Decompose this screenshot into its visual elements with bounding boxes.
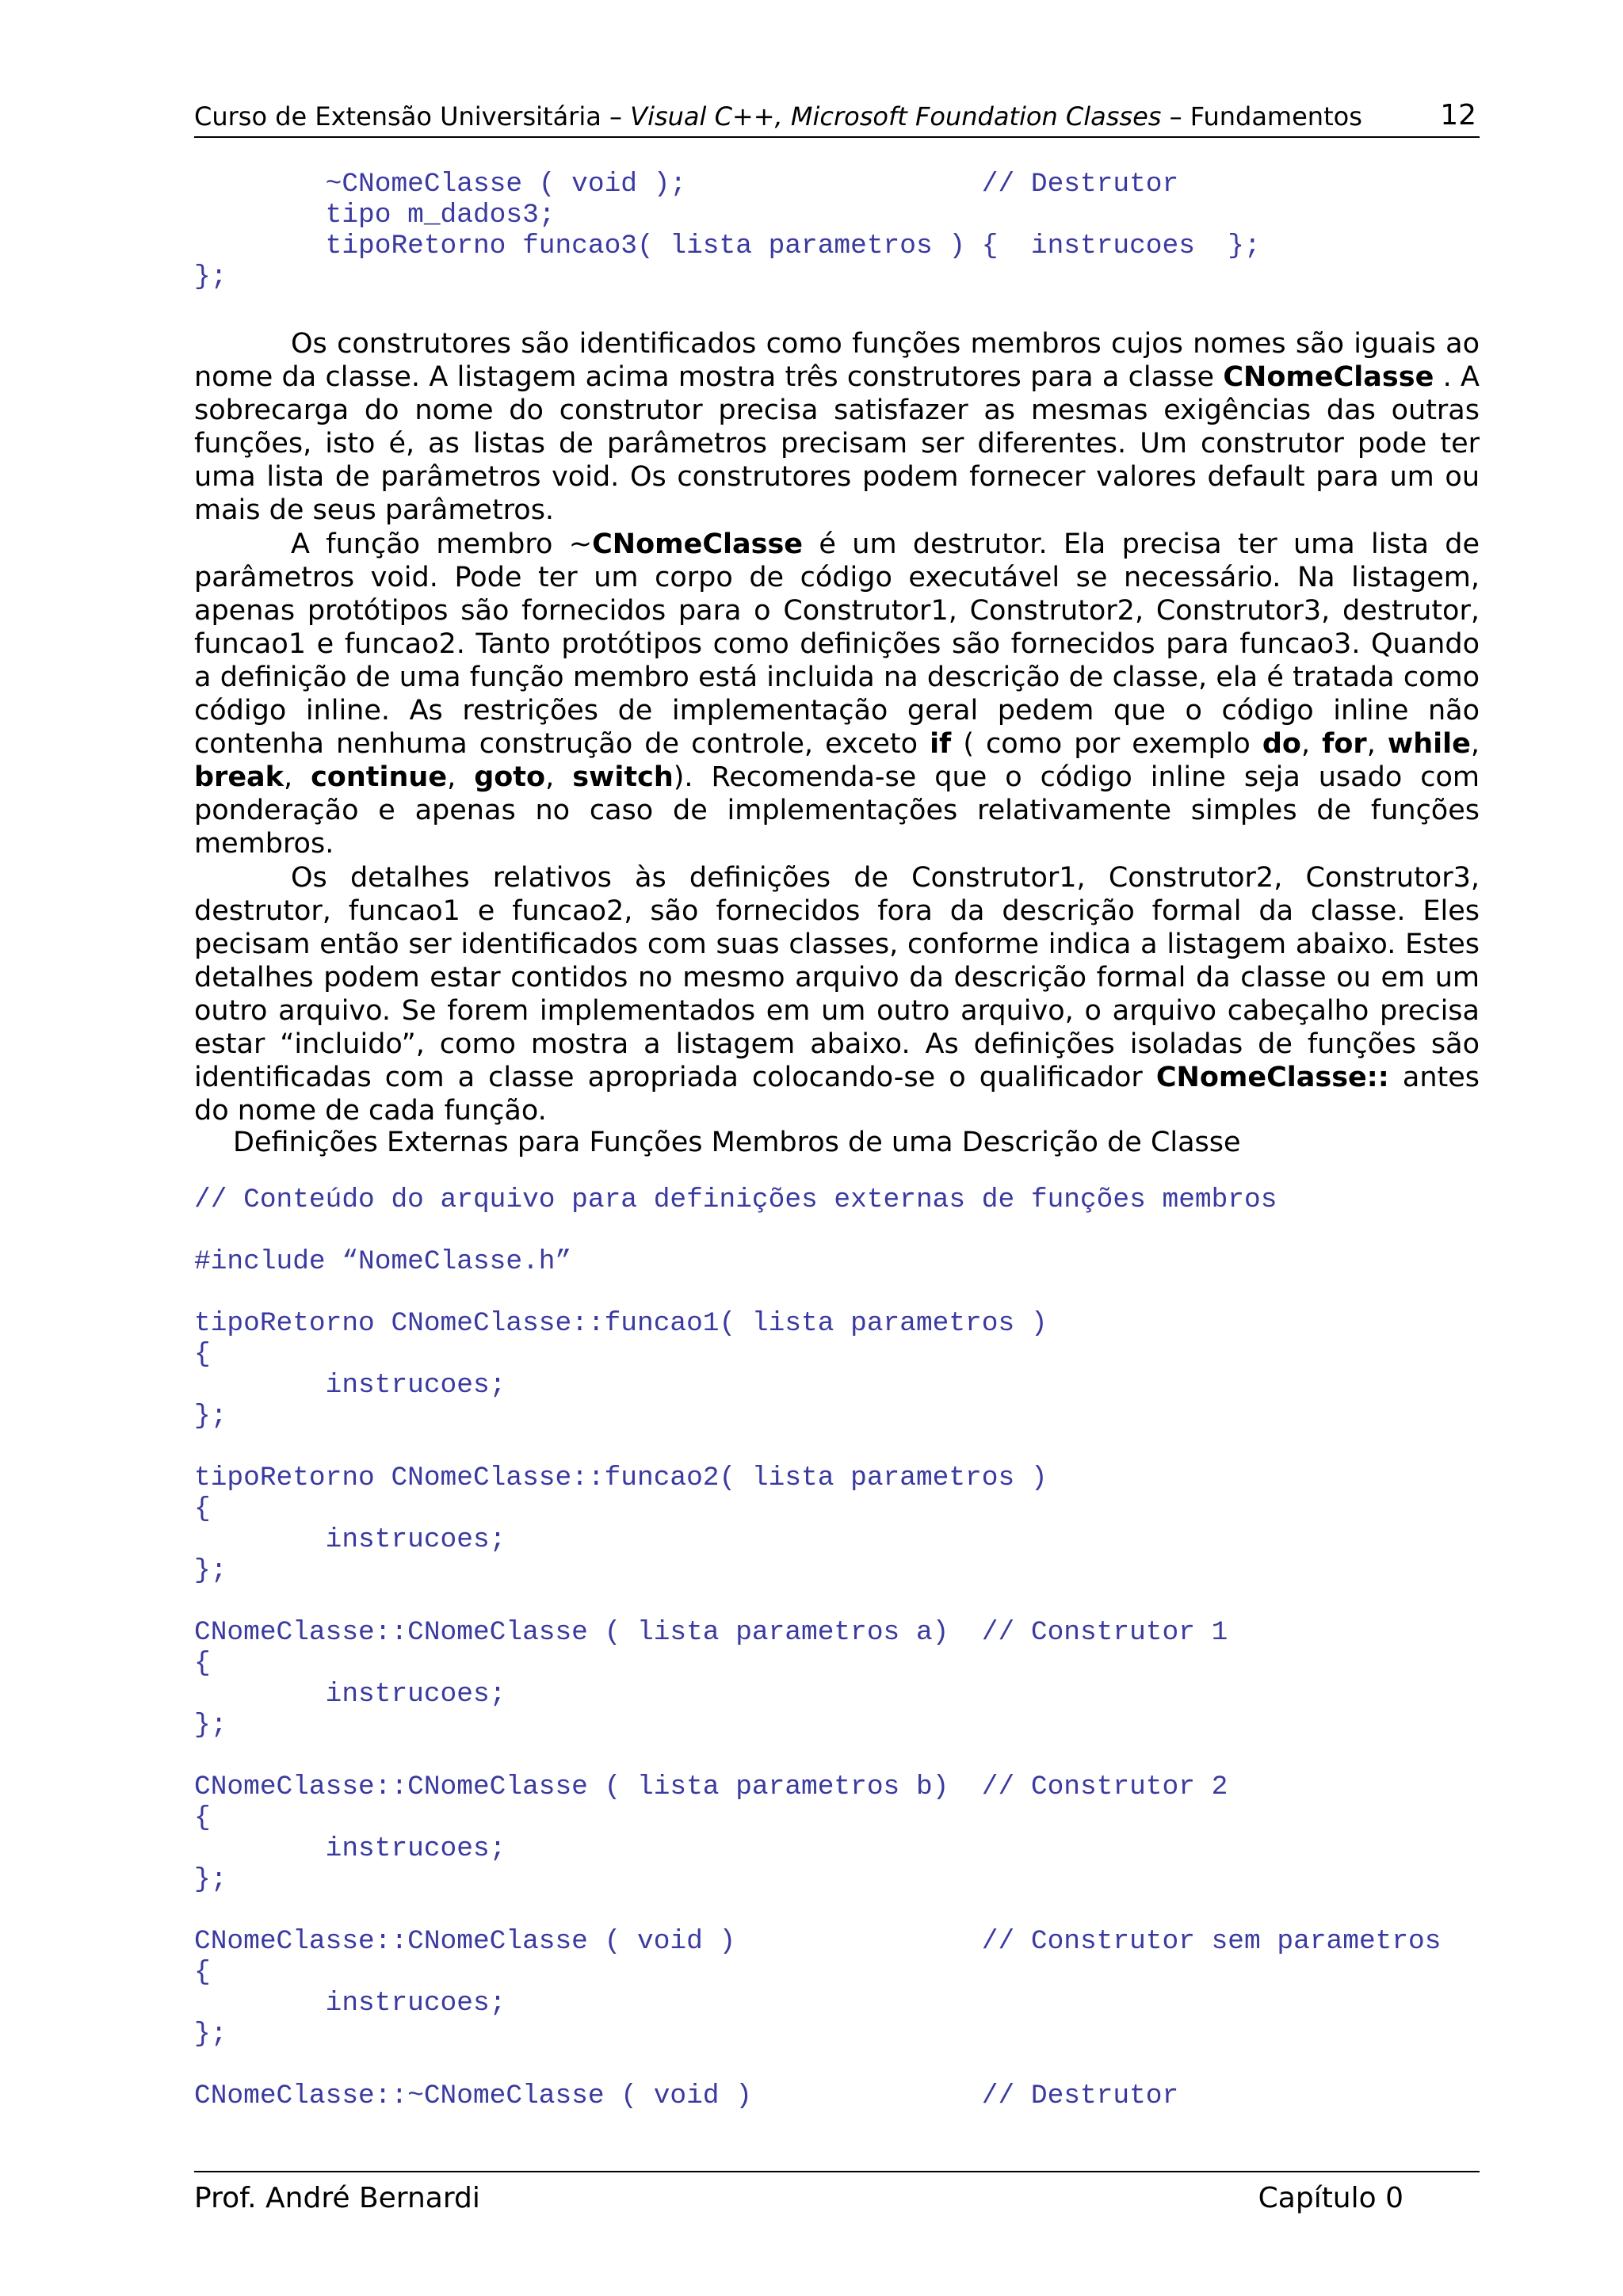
code-listing-external-definitions: // Conteúdo do arquivo para definições externas de funções membros #include “NomeClasse.h” tipoRetorno CNomeClasse::funcao1( lista parametros ) { instrucoes; }; tipoRetorno CNomeClasse::funcao2( lista parametros ) { instrucoes; }; CNomeClasse::CNomeClasse ( lista parametros a) // Construtor 1 { instrucoes; }; CNomeClasse::CNomeClasse ( lista parametros b) // Construtor 2 { instrucoes; }; CNomeClasse::CNomeClasse ( void ) // Construtor sem parametros { instrucoes; }; CNomeClasse::~CNomeClasse ( void ) // Destrutor [194, 1184, 1442, 2111]
bold-term: CNomeClasse [1223, 361, 1434, 394]
text-run: . A sobrecarga do nome do construtor precisa satisfazer as mesmas exigências das outras funções, isto é, as listas de parâmetros precisam ser diferentes. Um construtor pode ter uma lista de parâmetros void. Os construtores podem fornecer valores default para um ou mais de seus parâmetros. [194, 361, 1480, 527]
bold-term: break [194, 761, 284, 794]
text-run: Os construtores são identificados como funções membros cujos nomes são iguais ao nome da classe. A listagem acima mostra três construtores para a classe [194, 328, 1480, 394]
code-listing-class-end: ~CNomeClasse ( void ); // Destrutor tipo m_dados3; tipoRetorno funcao3( lista parametros ) { instrucoes }; }; [194, 169, 1261, 292]
text-run: , [1366, 728, 1388, 761]
paragraph-external-definitions [194, 861, 1480, 1128]
text-run: é um destrutor. Ela precisa ter uma lista de parâmetros void. Pode ter um corpo de código executável se necessário. Na listagem, apenas protótipos são fornecidos para o Construtor1, Construtor2, Construtor3, destrutor, funcao1 e funcao2. Tanto protótipos como definições são fornecidos para funcao3. Quando a definição de uma função membro está incluida na descrição de classe, ela é tratada como código inline. As restrições de implementação geral pedem que o código inline não contenha nenhuma construção de controle, exceto [194, 528, 1480, 761]
bold-term: if [930, 728, 952, 761]
text-run: ( como por exemplo [951, 728, 1262, 761]
text-run: , [1300, 728, 1323, 761]
paragraph-constructors [194, 327, 1480, 528]
text-run: Os detalhes relativos às definições de Construtor1, Construtor2, Construtor3, destrutor, funcao1 e funcao2, são fornecidos fora da descrição formal da classe. Eles pecisam então ser identificados com suas classes, conforme indica a listagem abaixo. Estes detalhes podem estar contidos no mesmo arquivo da descrição formal da classe ou em um outro arquivo. Se forem implementados em um outro arquivo, o arquivo cabeçalho precisa estar “incluido”, como mostra a listagem abaixo. As definições isoladas de funções são identificadas com a classe apropriada colocando-se o qualificador [194, 861, 1480, 1094]
text-run: ). Recomenda-se que o código inline seja usado com ponderação e apenas no caso de implementações relativamente simples de funções membros. [194, 761, 1480, 860]
header-title: Curso de Extensão Universitária – Visual C++, Microsoft Foundation Classes – Fundamentos [194, 101, 1362, 132]
text-run: , [545, 761, 573, 794]
text-run: , [1470, 728, 1480, 761]
body-text [194, 327, 1480, 1127]
text-run: antes do nome de cada função. [194, 1062, 1480, 1127]
footer-author: Prof. André Bernardi [194, 2182, 480, 2214]
bold-term: goto [474, 761, 546, 794]
page-header [194, 95, 1480, 138]
footer-chapter: Capítulo 0 [1258, 2182, 1403, 2214]
page-footer [194, 2171, 1480, 2228]
page-number: 12 [1440, 99, 1476, 132]
text-run: A função membro ~ [291, 528, 593, 560]
text-run: , [447, 761, 475, 794]
bold-term: do [1262, 728, 1301, 761]
bold-term: for [1322, 728, 1367, 761]
text-run: , [283, 761, 311, 794]
bold-term: switch [572, 761, 674, 794]
bold-term: CNomeClasse [592, 528, 804, 560]
bold-term: while [1387, 728, 1471, 761]
paragraph-destructor [194, 528, 1480, 861]
listing-title: Definições Externas para Funções Membros de uma Descrição de Classe [233, 1127, 1241, 1158]
bold-term: continue [311, 761, 448, 794]
bold-term: CNomeClasse:: [1155, 1062, 1389, 1094]
